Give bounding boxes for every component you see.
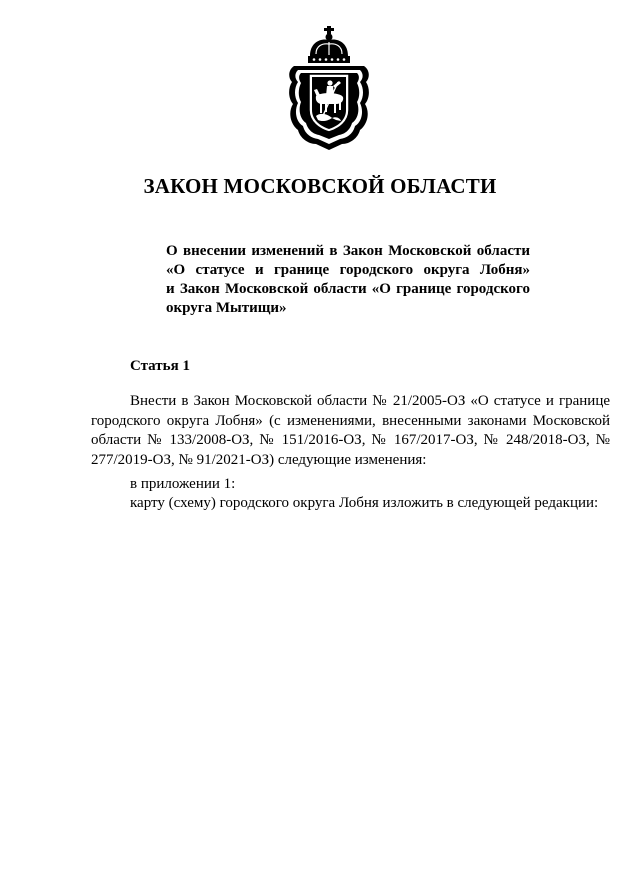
subject-line: О внесении изменений в Закон Московской области xyxy=(166,243,530,259)
law-title: ЗАКОН МОСКОВСКОЙ ОБЛАСТИ xyxy=(143,174,497,198)
article-heading: Статья 1 xyxy=(130,358,190,374)
crown-icon xyxy=(308,26,350,63)
law-subject xyxy=(166,242,530,318)
appendix-line: в приложении 1: xyxy=(130,476,236,492)
subject-line: округа Мытищи» xyxy=(166,300,287,316)
subject-line: «О статусе и границе городского округа Лобня» xyxy=(166,262,530,278)
amendment-line: карту (схему) городского округа Лобня изложить в следующей редакции: xyxy=(130,495,599,511)
article-paragraph: Внести в Закон Московской области № 21/2005-ОЗ «О статусе и границе городского округа Лобня» (с изменениями, внесенными законами Московской области № 133/2008-ОЗ, № 151/2016-ОЗ, № 167/2017-ОЗ, № 248/2018-ОЗ, № 277/2019-ОЗ, № 91/2021-ОЗ) следующие изменения: xyxy=(91,393,610,468)
subject-line: и Закон Московской области «О границе городского xyxy=(166,281,530,297)
coat-of-arms-icon xyxy=(286,26,372,152)
